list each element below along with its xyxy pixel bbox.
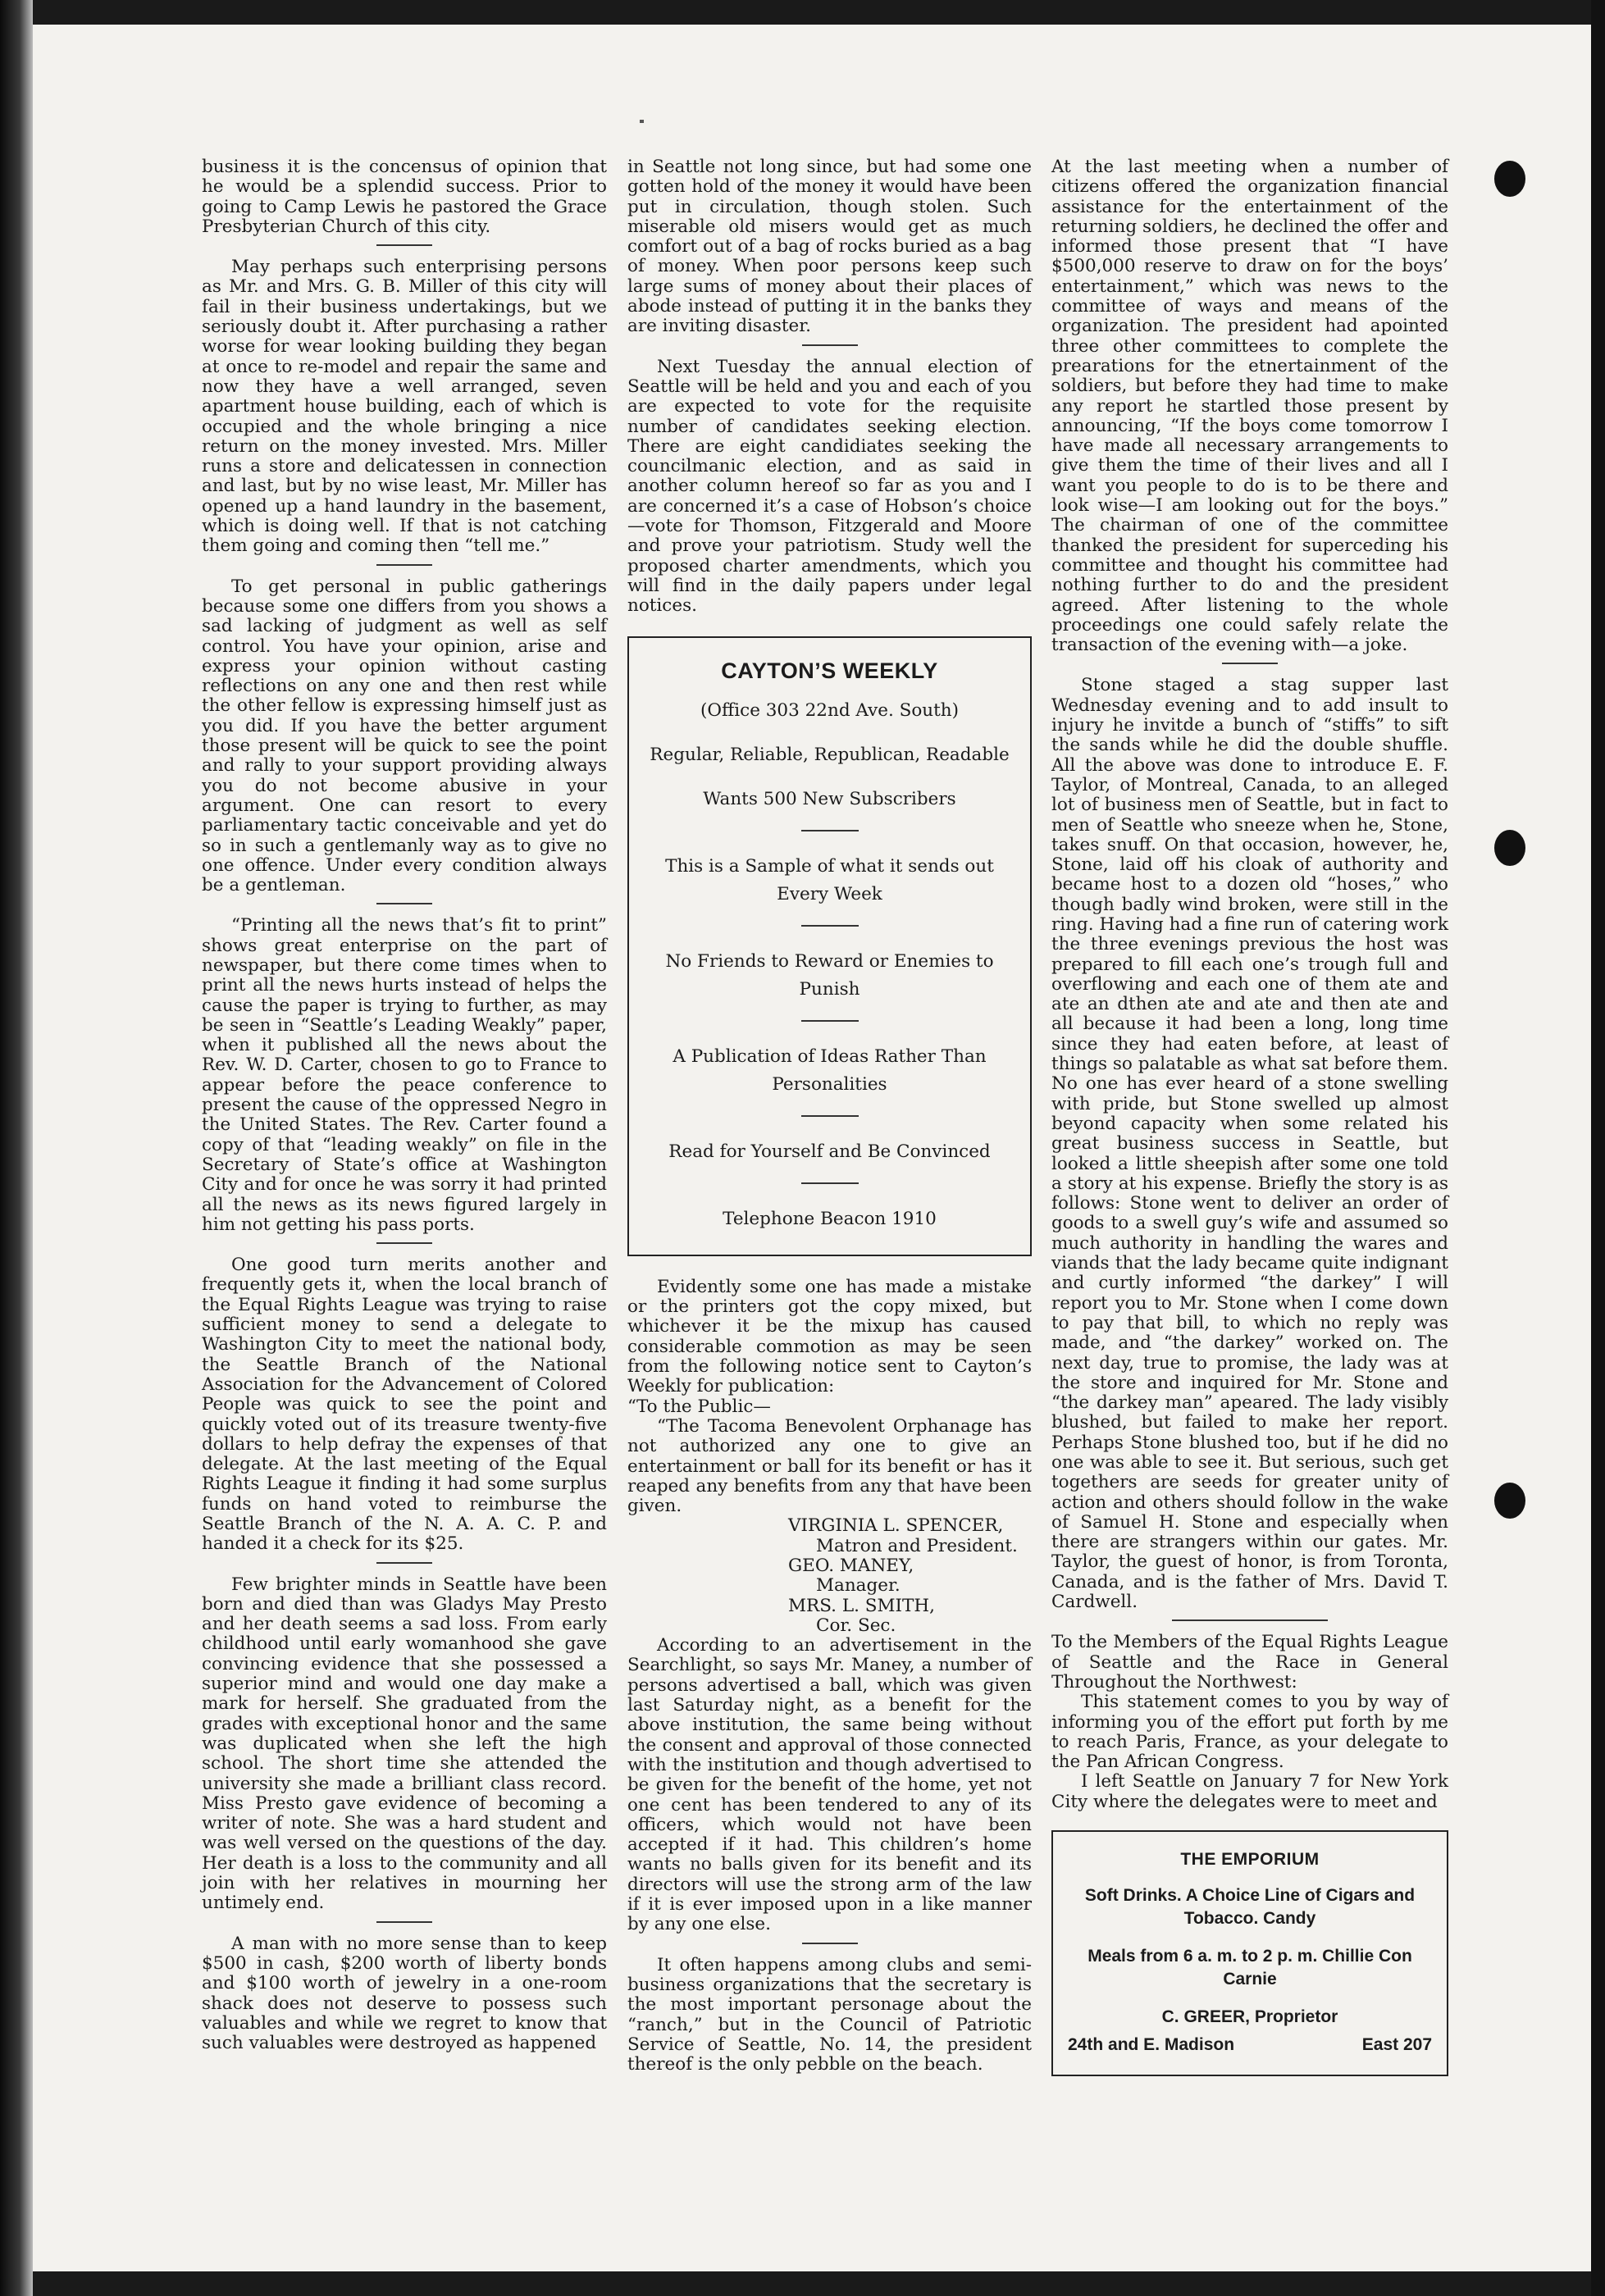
letter-salutation: To the Members of the Equal Rights League of Seattle and the Race in General Throughout the Northwest:	[1051, 1632, 1448, 1692]
divider	[376, 1242, 432, 1244]
signature-role: Cor. Sec.	[816, 1615, 896, 1636]
ad-title: THE EMPORIUM	[1180, 1850, 1320, 1870]
emporium-ad	[1051, 1830, 1448, 2076]
ad-ideas: A Publication of Ideas Rather Than Personalities	[673, 1046, 987, 1095]
ad-line: Meals from 6 a. m. to 2 p. m. Chillie Con Carnie	[1087, 1947, 1412, 1989]
article-text: Stone staged a stag supper last Wednesday evening and to add insult to injury he invitde a bunch of “stiffs” to sift the sands while he did the double shuffle. All the above was done to introduce E. F. Taylor, of Montreal, Canada, to an alleged lot of business men of Seattle, but in fact to men of Seattle who sneeze when he, Stone, takes snuff. On that occasion, however, he, Stone, laid off his cloak of authority and became host to a dozen old “hoses,” who though badly wind broken, were still in the ring. Having had a fine run of catering work the three evenings previous the host was prepared to fill each one’s trough full and overflowing and each one of them ate and ate an dthen ate and ate and then ate and all because it had been a long, long time since they had eaten before, at least of things so palatable as what sat before them. No one has ever heard of a stone swelling with pride, but Stone swelled up almost beyond capacity when some related his great business success in Seattle, but looked a little sheepish after some one told a story at his expense. Briefly the story is as follows: Stone went to deliver an order of goods to a swell guy’s wife and assumed so much authority in handling the wares and viands that the lady became quite indignant and curtly informed “the darkey” I will report you to Mr. Stone when I come down to pay that bill, to which no reply was made, and “the darkey” worked on. The next day, true to promise, the lady was at the store and inquired for Mr. Stone and “the darkey man” apeared. The lady visibly blushed, but failed to make her report. Perhaps Stone blushed too, but if he did no one was able to see it. But serious, such get togethers are seeds for greater unity of action and others should follow in the wake of Samuel H. Stone and especially when there are strangers within our gates. Mr. Taylor, the guest of honor, is from Toronta, Canada, and is the father of Mrs. David T. Cardwell.	[1051, 675, 1448, 1613]
divider	[376, 903, 432, 904]
caytons-weekly-ad	[627, 636, 1032, 1256]
divider	[802, 344, 858, 346]
article-text: At the last meeting when a number of citizens offered the organization financial assistance for the entertainment of the returning soldiers, he declined the offer and informed those present that “I have $500,000 reserve to draw on for the boys’ entertainment,” which was news to the committee of ways and means of the organization. The president had apointed three other committees to complete the prearations for the etnertainment of the soldiers, but before they had time to make any report he startled those present by announcing, “If the boys come tomorrow I have made all necessary arrangements to give them the time of their lives and all I want you people to do is to be there and look wise—I am looking out for the boys.” The chairman of one of the committee thanked the president for superceding his committee and thought his committee had nothing further to do and the president agreed. After listening to the whole proceedings one could safely relate the transaction of the evening with—a joke.	[1051, 157, 1448, 656]
divider	[376, 1562, 432, 1564]
ad-phone: Telephone Beacon 1910	[723, 1208, 937, 1229]
article-text: It often happens among clubs and semi-business organizations that the secretary is the most important personage about the “ranch,” but in the Council of Patriotic Service of Seattle, No. 14, the president thereof is the only pebble on the beach.	[627, 1954, 1032, 2075]
ad-divider	[801, 925, 859, 927]
notice-salutation: “To the Public—	[627, 1396, 771, 1417]
ad-office: (Office 303 22nd Ave. South)	[700, 699, 960, 721]
article-text: According to an advertisement in the Searchlight, so says Mr. Maney, a number of persons advertised a ball, which was given last Saturday night, as a benefit for the above institution, the same being without the consent and approval of those connected with the institution and though advertised to be given for the benefit of the home, yet not one cent has been tendered to any of its officers, which would not have been accepted if it had. This children’s home wants no balls given for its benefit and its directors will use the strong arm of the law if it is ever imposed upon in a like manner by any one else.	[627, 1635, 1032, 1935]
ad-read: Read for Yourself and Be Convinced	[668, 1141, 991, 1162]
column-2	[627, 157, 1032, 2075]
scan-edge-right	[1591, 0, 1605, 2296]
binder-hole-mark	[1494, 161, 1525, 197]
letter-text: I left Seattle on January 7 for New York City where the delegates were to meet and	[1051, 1771, 1448, 1812]
scan-edge-left	[0, 0, 33, 2296]
divider	[1222, 663, 1278, 664]
article-text: Next Tuesday the annual election of Seattle will be held and you and each of you are expected to vote for the requisite number of candidates seeking election. There are eight candidiates seeking the councilmanic election, and as said in another column hereof so far as you and I are concerned it’s a case of Hobson’s choice—vote for Thomson, Fitzgerald and Moore and prove your patriotism. Study well the proposed charter amendments, which you will find in the daily papers under legal notices.	[627, 356, 1032, 617]
article-text: To get personal in public gatherings because some one differs from you shows a sad lacking of judgment as well as self control. You have your opinion, arise and express your opinion without casting reflections on any one and then rest while the other fellow is expressing himself just as you did. If you have the better argument those present will be quick to see the point and rally to your support providing always you do not become abusive in your argument. One can resort to every parliamentary tactic conceivable and yet do so in such a gentlemanly way as to give no one offence. Under every condition always be a gentleman.	[202, 576, 607, 896]
signature-role: Manager.	[816, 1575, 901, 1597]
ad-divider	[801, 1115, 859, 1117]
print-mark	[640, 120, 644, 123]
signature-name: MRS. L. SMITH,	[788, 1595, 935, 1616]
ad-divider	[801, 1020, 859, 1022]
divider	[376, 564, 432, 566]
notice-text: “The Tacoma Benevolent Orphanage has not authorized any one to give an entertainment or ball for its benefit or has it reaped any benefits from any that have been given.	[627, 1415, 1032, 1517]
letter-text: This statement comes to you by way of informing you of the effort put forth by me to reach Paris, France, as your delegate to the Pan African Congress.	[1051, 1692, 1448, 1773]
article-text: business it is the concensus of opinion that he would be a splendid success. Prior to going to Camp Lewis he pastored the Grace Presbyterian Church of this city.	[202, 157, 607, 237]
ad-wants: Wants 500 New Subscribers	[703, 788, 956, 809]
ad-address-row	[1068, 2034, 1432, 2057]
signature-role: Matron and President.	[816, 1535, 1018, 1556]
ad-sample: This is a Sample of what it sends out Every Week	[665, 855, 994, 904]
ad-divider	[801, 830, 859, 831]
ad-owner: C. GREER, Proprietor	[1161, 2007, 1338, 2027]
notice-signatures	[627, 1516, 1032, 1636]
binder-hole-mark	[1494, 830, 1525, 866]
divider	[376, 1921, 432, 1923]
divider	[1172, 1620, 1328, 1621]
signature-name: GEO. MANEY,	[788, 1555, 914, 1576]
article-text: Evidently some one has made a mistake or the printers got the copy mixed, but whichever it be the mixup has caused considerable commotion as may be seen from the following notice sent to Cayton’s Weekly for publication:	[627, 1276, 1032, 1397]
ad-tagline: Regular, Reliable, Republican, Readable	[650, 744, 1010, 765]
column-1	[202, 157, 607, 2053]
ad-title: CAYTON’S WEEKLY	[721, 658, 938, 683]
article-text: May perhaps such enterprising persons as Mr. and Mrs. G. B. Miller of this city will fail in their business undertakings, but we seriously doubt it. After purchasing a rather worse for wear looking building they began at once to re-model and repair the same and now they have a well arranged, seven apartment house building, each of which is occupied and the whole bringing a nice return on the money invested. Mrs. Miller runs a store and delicatessen in connection and last, but by no wise least, Mr. Miller has opened up a hand laundry in the basement, which is doing well. If that is not catching them going and coming then “tell me.”	[202, 257, 607, 557]
article-text: in Seattle not long since, but had some one gotten hold of the money it would have been put in circulation, though stolen. Such miserable old misers would get as much comfort out of a bag of rocks buried as a bag of money. When poor persons keep such large sums of money about their places of abode instead of putting it in the banks they are inviting disaster.	[627, 157, 1032, 337]
ad-friends: No Friends to Reward or Enemies to Punish	[665, 950, 994, 1000]
article-text: Few brighter minds in Seattle have been born and died than was Gladys May Presto and her death seems a sad loss. From early childhood until early womanhood she gave convincing evidence that she possessed a superior mind and would one day make a mark for herself. She graduated from the grades with exceptional honor and the same was duplicated when she left the high school. The short time she attended the university she made a brilliant class record. Miss Presto gave evidence of becoming a writer of note. She was a hard student and was well versed on the questions of the day. Her death is a loss to the community and all join with her relatives in mourning her untimely end.	[202, 1574, 607, 1914]
ad-line: Soft Drinks. A Choice Line of Cigars and Tobacco. Candy	[1084, 1886, 1416, 1929]
article-text: “Printing all the news that’s fit to print” shows great enterprise on the part of newspaper, but there come times when to print all the news hurts instead of helps the cause the paper is trying to further, as may be seen in “Seattle’s Leading Weakly” paper, when it published all the news about the Rev. W. D. Carter, chosen to go to France to appear before the peace conference to present the cause of the oppressed Negro in the United States. The Rev. Carter found a copy of that “leading weakly” on file in the Secretary of State’s office at Washington City and for once he was sorry it had printed all the news as its news figured largely in him not getting his pass ports.	[202, 915, 607, 1235]
ad-address: 24th and E. Madison	[1068, 2035, 1235, 2055]
divider	[376, 244, 432, 246]
ad-phone: East 207	[1361, 2035, 1432, 2055]
divider	[802, 1943, 858, 1944]
article-text: A man with no more sense than to keep $500 in cash, $200 worth of liberty bonds and $100 worth of jewelry in a one-room shack does not deserve to possess such valuables and while we regret to know that such valuables were destroyed as happened	[202, 1933, 607, 2054]
signature-name: VIRGINIA L. SPENCER,	[788, 1515, 1004, 1537]
column-3	[1051, 157, 1448, 2076]
article-text: One good turn merits another and frequently gets it, when the local branch of the Equal Rights League was trying to raise sufficient money to send a delegate to Washington City to meet the national body, the Seattle Branch of the National Association for the Advancement of Colored People was quick to see the point and quickly voted out of its treasure twenty-five dollars to help defray the expenses of that delegate. At the last meeting of the Equal Rights League it finding it had some surplus funds on hand voted to reimburse the Seattle Branch of the N. A. A. C. P. and handed it a check for its $25.	[202, 1255, 607, 1555]
ad-divider	[801, 1182, 859, 1184]
binder-hole-mark	[1494, 1483, 1525, 1519]
